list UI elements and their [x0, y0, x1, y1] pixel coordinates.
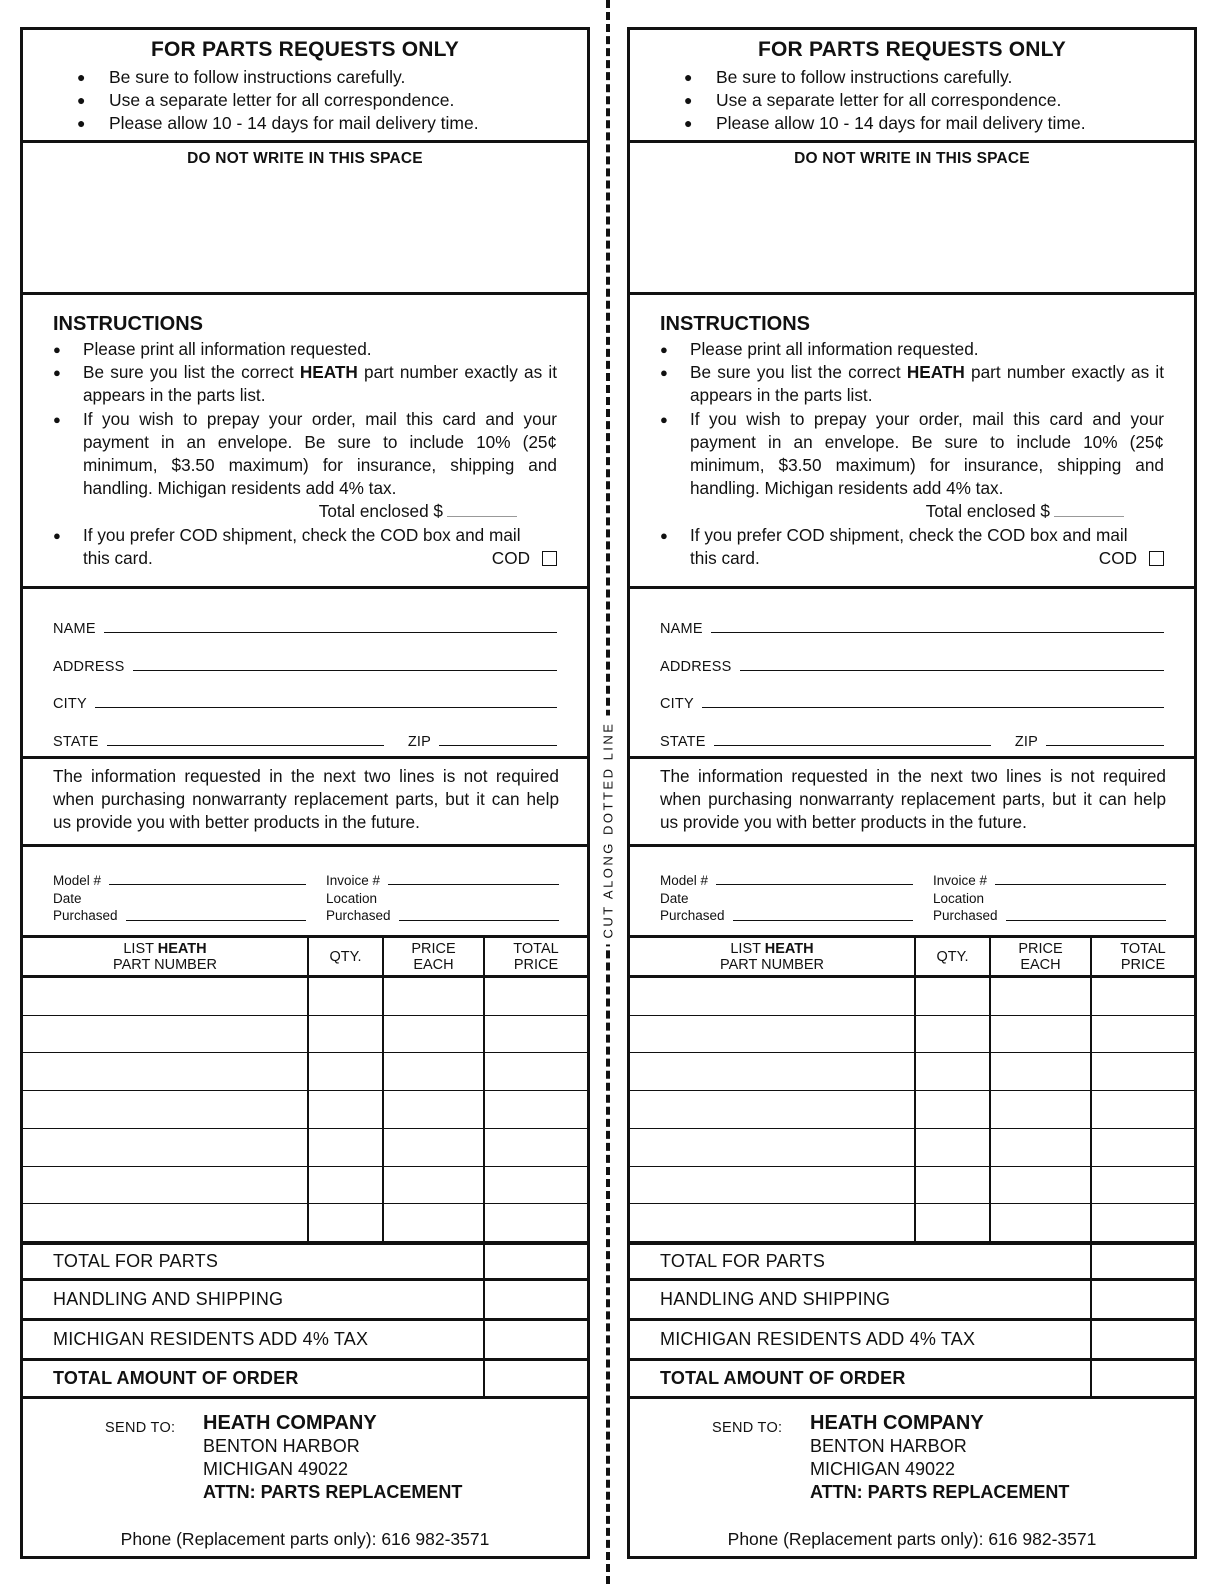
address-state-zip: MICHIGAN 49022 [203, 1459, 349, 1479]
qty-cell[interactable] [916, 978, 991, 1016]
address-field[interactable] [740, 670, 1165, 671]
total-enclosed-field[interactable] [1054, 503, 1124, 517]
col-header-qty [309, 938, 384, 978]
total-order-row [23, 1361, 587, 1399]
model-row [53, 873, 306, 888]
address-attn: ATTN: PARTS REPLACEMENT [203, 1482, 463, 1502]
price-each-cell[interactable] [991, 1167, 1092, 1205]
col-header-total-price [1092, 938, 1194, 978]
price-each-cell[interactable] [384, 1016, 485, 1054]
part-number-cell[interactable] [23, 1016, 309, 1054]
state-field[interactable] [107, 745, 384, 746]
handling-label: HANDLING AND SHIPPING [630, 1281, 1092, 1318]
qty-cell[interactable] [309, 1129, 384, 1167]
model-column [660, 873, 913, 935]
total-price-cell[interactable] [485, 1129, 587, 1167]
tax-label: MICHIGAN RESIDENTS ADD 4% TAX [630, 1321, 1092, 1358]
handling-row [630, 1281, 1194, 1321]
total-price-cell[interactable] [1092, 1204, 1194, 1242]
cod-label: COD [491, 547, 530, 568]
model-label: Model # [53, 873, 102, 888]
total-price-cell[interactable] [485, 1167, 587, 1205]
invoice-column [306, 873, 559, 935]
total-price-cell[interactable] [485, 978, 587, 1016]
part-number-cell[interactable] [23, 1204, 309, 1242]
col-header-text: LIST [123, 940, 158, 957]
col-header-text: PRICE [1120, 956, 1166, 973]
name-row [53, 615, 557, 637]
header-section [23, 30, 587, 143]
instruction-item [690, 361, 1164, 407]
handling-row [23, 1281, 587, 1321]
total-enclosed-label: Total enclosed $ [318, 501, 443, 522]
info-note: The information requested in the next two lines is not required when purchasing nonwarranty replacement parts, but it can help us provide you with better products in the future. [630, 759, 1194, 847]
name-row [660, 615, 1164, 637]
invoice-row [933, 873, 1166, 888]
address-city: BENTON HARBOR [810, 1436, 967, 1456]
brand-name: HEATH [764, 940, 814, 957]
instruction-text: part number exactly as it appears in the parts list. [83, 362, 558, 406]
total-price-cell[interactable] [485, 1016, 587, 1054]
parts-table [630, 938, 1194, 1245]
instruction-text: Please print all information requested. [690, 339, 979, 359]
part-number-cell[interactable] [23, 978, 309, 1016]
header-bullets [650, 66, 1174, 135]
qty-cell[interactable] [309, 1091, 384, 1129]
price-each-cell[interactable] [384, 978, 485, 1016]
qty-cell[interactable] [916, 1204, 991, 1242]
total-price-cell[interactable] [1092, 1129, 1194, 1167]
price-each-cell[interactable] [384, 1129, 485, 1167]
send-to-label: SEND TO: [105, 1420, 176, 1436]
parts-request-card-left [20, 27, 590, 1559]
purchased-label: Purchased [53, 908, 118, 923]
col-header-price-each [991, 938, 1092, 978]
instruction-text: this card. [690, 547, 760, 568]
name-field[interactable] [711, 632, 1164, 633]
instruction-text: part number exactly as it appears in the parts list. [690, 362, 1165, 406]
qty-cell[interactable] [309, 1167, 384, 1205]
header-bullet: ● Use a separate letter for all correspondence. [109, 89, 567, 112]
tax-row [23, 1321, 587, 1361]
total-order-row [630, 1361, 1194, 1399]
col-header-total-price [485, 938, 587, 978]
header-bullets [43, 66, 567, 135]
company-name: HEATH COMPANY [810, 1412, 984, 1434]
city-label: CITY [53, 696, 87, 712]
instruction-item [690, 408, 1164, 524]
cod-option [1099, 547, 1164, 570]
tax-row [630, 1321, 1194, 1361]
part-number-cell[interactable] [630, 1053, 916, 1091]
total-order-field[interactable] [485, 1361, 587, 1396]
cod-option [492, 547, 557, 570]
total-parts-label: TOTAL FOR PARTS [630, 1245, 1092, 1278]
address-section [630, 589, 1194, 759]
zip-field[interactable] [1046, 745, 1164, 746]
header-bullet: ● Please allow 10 - 14 days for mail delivery time. [109, 112, 567, 135]
purchased-label: Purchased [326, 908, 391, 923]
total-order-label: TOTAL AMOUNT OF ORDER [630, 1361, 1092, 1396]
address-field[interactable] [133, 670, 558, 671]
price-each-cell[interactable] [991, 1129, 1092, 1167]
send-to-section [23, 1399, 587, 1556]
price-each-cell[interactable] [991, 1053, 1092, 1091]
header-section [630, 30, 1194, 143]
mailing-address [203, 1412, 462, 1504]
cod-label: COD [1098, 547, 1137, 568]
send-to-section [630, 1399, 1194, 1556]
date-purchased-field[interactable] [126, 920, 306, 921]
total-parts-label: TOTAL FOR PARTS [23, 1245, 485, 1278]
address-row [53, 637, 557, 675]
name-field[interactable] [104, 632, 557, 633]
part-number-cell[interactable] [23, 1091, 309, 1129]
qty-cell[interactable] [916, 1129, 991, 1167]
instruction-item [690, 524, 1164, 570]
instructions-section [630, 295, 1194, 589]
total-price-cell[interactable] [1092, 1167, 1194, 1205]
price-each-cell[interactable] [991, 978, 1092, 1016]
office-use-label: DO NOT WRITE IN THIS SPACE [794, 150, 1030, 167]
price-each-cell[interactable] [384, 1053, 485, 1091]
invoice-column [913, 873, 1166, 935]
qty-cell[interactable] [309, 1053, 384, 1091]
qty-cell[interactable] [309, 1204, 384, 1242]
office-use-label: DO NOT WRITE IN THIS SPACE [187, 150, 423, 167]
col-header-text: PRICE [513, 956, 559, 973]
location-label: Location [326, 891, 378, 906]
date-purchased-line [53, 907, 306, 924]
part-number-cell[interactable] [630, 1129, 916, 1167]
zip-label: ZIP [407, 733, 431, 750]
location-purchased-line [933, 907, 1166, 924]
instruction-item [690, 338, 1164, 361]
instruction-text: If you prefer COD shipment, check the COD box and mail [83, 524, 521, 545]
total-price-cell[interactable] [1092, 978, 1194, 1016]
tax-field[interactable] [485, 1321, 587, 1358]
date-purchased-row [53, 890, 306, 924]
cut-line-label: CUT ALONG DOTTED LINE [601, 716, 616, 945]
col-header-text: EACH [1020, 956, 1061, 973]
instruction-item [83, 524, 557, 570]
address-label: ADDRESS [660, 658, 732, 675]
instruction-text: this card. [83, 547, 153, 568]
state-zip-row [660, 712, 1164, 750]
mailing-address [810, 1412, 1069, 1504]
brand-name: HEATH [299, 362, 358, 383]
price-each-cell[interactable] [991, 1204, 1092, 1242]
instructions-section [23, 295, 587, 589]
header-bullet: ● Please allow 10 - 14 days for mail delivery time. [716, 112, 1174, 135]
col-header-text: PRICE [1018, 940, 1063, 957]
part-number-cell[interactable] [630, 978, 916, 1016]
send-to-label: SEND TO: [712, 1420, 783, 1436]
qty-cell[interactable] [916, 1053, 991, 1091]
price-each-cell[interactable] [384, 1091, 485, 1129]
handling-field[interactable] [485, 1281, 587, 1318]
form-title: FOR PARTS REQUESTS ONLY [151, 38, 459, 61]
total-order-field[interactable] [1092, 1361, 1194, 1396]
qty-cell[interactable] [916, 1167, 991, 1205]
col-header-text: PART NUMBER [113, 956, 217, 973]
location-purchased-row [326, 890, 559, 924]
part-number-cell[interactable] [630, 1091, 916, 1129]
date-label: Date [660, 891, 689, 906]
total-enclosed-field[interactable] [447, 503, 517, 517]
office-use-area [630, 143, 1194, 295]
form-title: FOR PARTS REQUESTS ONLY [758, 38, 1066, 61]
handling-label: HANDLING AND SHIPPING [23, 1281, 485, 1318]
instruction-text: If you wish to prepay your order, mail this card and your payment in an envelope. Be sure to include 10% (25¢ minimum, $3.50 maximum) for insurance, shipping and handling. Michigan residents add 4% tax. [690, 408, 1164, 499]
city-field[interactable] [95, 707, 557, 708]
instruction-text: Be sure you list the correct [690, 362, 907, 383]
instruction-text: Be sure you list the correct [83, 362, 300, 383]
address-section [23, 589, 587, 759]
address-city: BENTON HARBOR [203, 1436, 360, 1456]
location-purchased-row [933, 890, 1166, 924]
col-header-text: EACH [413, 956, 454, 973]
date-purchased-row [660, 890, 913, 924]
brand-name: HEATH [906, 362, 965, 383]
purchased-label: Purchased [933, 908, 998, 923]
tax-label: MICHIGAN RESIDENTS ADD 4% TAX [23, 1321, 485, 1358]
header-bullet: ● Be sure to follow instructions carefully. [716, 66, 1174, 89]
col-header-part-number [630, 938, 916, 978]
part-number-cell[interactable] [630, 1204, 916, 1242]
city-row [660, 675, 1164, 713]
name-label: NAME [660, 621, 703, 637]
tax-field[interactable] [1092, 1321, 1194, 1358]
cod-checkbox[interactable] [1149, 551, 1164, 566]
total-price-cell[interactable] [1092, 1053, 1194, 1091]
state-field[interactable] [714, 745, 991, 746]
qty-cell[interactable] [916, 1016, 991, 1054]
col-header-text: QTY. [329, 948, 362, 965]
instruction-item [83, 338, 557, 361]
col-header-text: TOTAL [1120, 940, 1166, 957]
location-label: Location [933, 891, 985, 906]
instructions-list [660, 338, 1164, 570]
invoice-label: Invoice # [933, 873, 988, 888]
total-parts-field[interactable] [485, 1245, 587, 1278]
phone-number: Phone (Replacement parts only): 616 982-3571 [120, 1529, 490, 1549]
instructions-title: INSTRUCTIONS [660, 313, 810, 335]
phone-number: Phone (Replacement parts only): 616 982-3571 [727, 1529, 1097, 1549]
price-each-cell[interactable] [991, 1016, 1092, 1054]
instruction-text: If you prefer COD shipment, check the COD box and mail [690, 524, 1128, 545]
location-purchased-line [326, 907, 559, 924]
model-field[interactable] [109, 884, 306, 885]
total-price-cell[interactable] [1092, 1016, 1194, 1054]
model-label: Model # [660, 873, 709, 888]
cod-checkbox[interactable] [542, 551, 557, 566]
location-purchased-field[interactable] [399, 920, 559, 921]
total-enclosed-label: Total enclosed $ [925, 501, 1050, 522]
model-column [53, 873, 306, 935]
total-price-cell[interactable] [485, 1091, 587, 1129]
brand-name: HEATH [157, 940, 207, 957]
info-note: The information requested in the next two lines is not required when purchasing nonwarranty replacement parts, but it can help us provide you with better products in the future. [23, 759, 587, 847]
price-each-cell[interactable] [991, 1091, 1092, 1129]
total-price-cell[interactable] [485, 1053, 587, 1091]
instruction-text: Please print all information requested. [83, 339, 372, 359]
state-zip-row [53, 712, 557, 750]
purchase-info-section [630, 847, 1194, 938]
total-parts-row [23, 1245, 587, 1281]
price-each-cell[interactable] [384, 1204, 485, 1242]
qty-cell[interactable] [916, 1091, 991, 1129]
instruction-text: If you wish to prepay your order, mail this card and your payment in an envelope. Be sure to include 10% (25¢ minimum, $3.50 maximum) for insurance, shipping and handling. Michigan residents add 4% tax. [83, 408, 557, 499]
invoice-field[interactable] [995, 884, 1166, 885]
location-purchased-field[interactable] [1006, 920, 1166, 921]
address-state-zip: MICHIGAN 49022 [810, 1459, 956, 1479]
invoice-row [326, 873, 559, 888]
qty-cell[interactable] [309, 1016, 384, 1054]
model-row [660, 873, 913, 888]
part-number-cell[interactable] [23, 1167, 309, 1205]
instruction-item [83, 408, 557, 524]
header-bullet: ● Be sure to follow instructions carefully. [109, 66, 567, 89]
total-price-cell[interactable] [1092, 1091, 1194, 1129]
col-header-text: PART NUMBER [720, 956, 824, 973]
date-purchased-field[interactable] [733, 920, 913, 921]
part-number-cell[interactable] [630, 1167, 916, 1205]
total-price-cell[interactable] [485, 1204, 587, 1242]
total-parts-field[interactable] [1092, 1245, 1194, 1278]
zip-field[interactable] [439, 745, 557, 746]
zip-label: ZIP [1014, 733, 1038, 750]
part-number-cell[interactable] [23, 1129, 309, 1167]
address-label: ADDRESS [53, 658, 125, 675]
total-order-label: TOTAL AMOUNT OF ORDER [23, 1361, 485, 1396]
state-label: STATE [53, 733, 99, 750]
col-header-part-number [23, 938, 309, 978]
invoice-label: Invoice # [326, 873, 381, 888]
col-header-qty [916, 938, 991, 978]
part-number-cell[interactable] [630, 1016, 916, 1054]
qty-cell[interactable] [309, 978, 384, 1016]
address-row [660, 637, 1164, 675]
city-row [53, 675, 557, 713]
col-header-text: LIST [730, 940, 765, 957]
purchase-info-section [23, 847, 587, 938]
city-field[interactable] [702, 707, 1164, 708]
col-header-text: TOTAL [513, 940, 559, 957]
date-purchased-line [660, 907, 913, 924]
invoice-field[interactable] [388, 884, 559, 885]
part-number-cell[interactable] [23, 1053, 309, 1091]
total-enclosed [690, 500, 1164, 523]
city-label: CITY [660, 696, 694, 712]
date-label: Date [53, 891, 82, 906]
purchased-label: Purchased [660, 908, 725, 923]
parts-table [23, 938, 587, 1245]
cod-row [83, 547, 557, 570]
cod-row [690, 547, 1164, 570]
office-use-area [23, 143, 587, 295]
model-field[interactable] [716, 884, 913, 885]
name-label: NAME [53, 621, 96, 637]
total-enclosed [83, 500, 557, 523]
parts-request-card-right [627, 27, 1197, 1559]
instructions-title: INSTRUCTIONS [53, 313, 203, 335]
handling-field[interactable] [1092, 1281, 1194, 1318]
col-header-text: QTY. [936, 948, 969, 965]
instruction-item [83, 361, 557, 407]
header-bullet: ● Use a separate letter for all correspondence. [716, 89, 1174, 112]
price-each-cell[interactable] [384, 1167, 485, 1205]
instructions-list [53, 338, 557, 570]
col-header-price-each [384, 938, 485, 978]
address-attn: ATTN: PARTS REPLACEMENT [810, 1482, 1070, 1502]
company-name: HEATH COMPANY [203, 1412, 377, 1434]
col-header-text: PRICE [411, 940, 456, 957]
state-label: STATE [660, 733, 706, 750]
total-parts-row [630, 1245, 1194, 1281]
